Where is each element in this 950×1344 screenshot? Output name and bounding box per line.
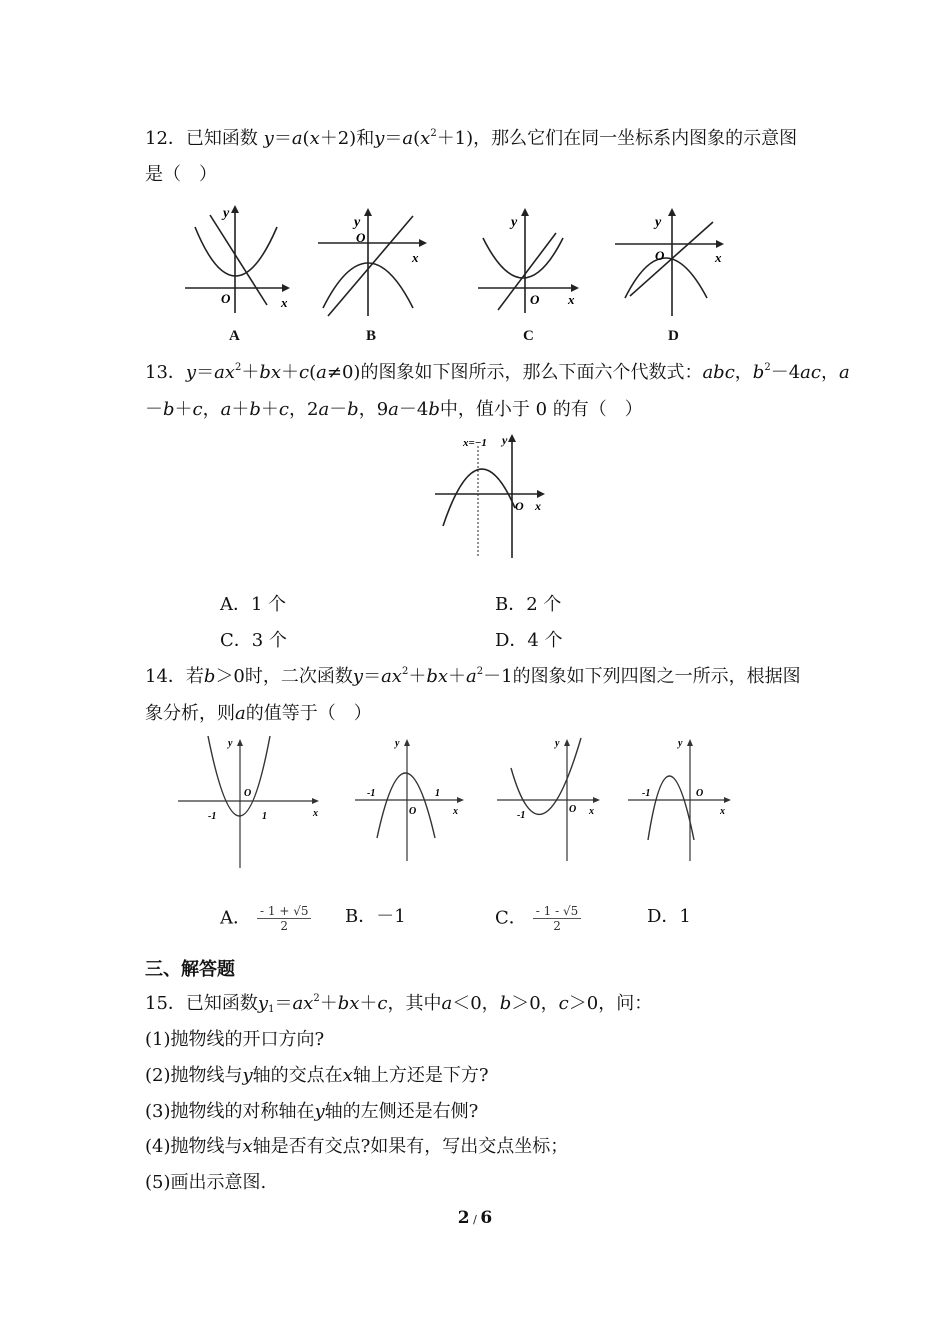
q12-label-d: D	[668, 328, 679, 344]
svg-text:y: y	[223, 206, 230, 221]
svg-text:y: y	[228, 738, 233, 749]
svg-text:O: O	[409, 806, 417, 817]
q14-option-a: A． $\frac{- 1 + √5}{2}$	[220, 904, 311, 933]
svg-text:y: y	[354, 215, 361, 230]
q12-graph-a	[185, 205, 295, 315]
q14-fraction-a: $\frac{- 1 + √5}{2}$	[257, 904, 311, 933]
q12-line2: 是（ ）	[145, 164, 217, 185]
q12-label-b: B	[366, 328, 377, 344]
svg-text:1: 1	[262, 811, 267, 822]
q14-graph-3	[497, 736, 607, 871]
q15-sub2: (2)抛物线与y轴的交点在x轴上方还是下方?	[145, 1065, 489, 1086]
svg-text:x: x	[568, 292, 575, 307]
svg-text:y: y	[555, 738, 560, 749]
svg-text:x: x	[281, 295, 288, 310]
q12-graph-c	[478, 208, 588, 318]
svg-text:x: x	[589, 806, 594, 817]
q13-option-a: A．1 个	[220, 594, 287, 615]
svg-text:1: 1	[435, 788, 440, 799]
q12-graph-d	[615, 208, 725, 318]
q13-option-d: D．4 个	[495, 630, 563, 651]
svg-text:x: x	[535, 499, 541, 513]
q13-line2: －b＋c，a＋b＋c，2a－b，9a－4b中，值小于 0 的有（ ）	[145, 399, 643, 420]
svg-text:O: O	[515, 499, 524, 513]
svg-text:O: O	[696, 788, 704, 799]
q15-sub5: (5)画出示意图.	[145, 1172, 267, 1193]
svg-text:x: x	[720, 806, 725, 817]
q15-sub3: (3)抛物线的对称轴在y轴的左侧还是右侧?	[145, 1101, 479, 1122]
svg-text:y: y	[655, 215, 662, 230]
q14-option-c: C． $\frac{- 1 - √5}{2}$	[495, 904, 581, 933]
svg-text:O: O	[244, 788, 252, 799]
q12-label-a: A	[229, 328, 240, 344]
q13-line1: 13．$y=ax^2+bx+c(a\ne 0)$的图象如下图所示，那么下面六个代数式：abc，$b^2-4ac$，a	[145, 362, 850, 383]
svg-text:-1: -1	[367, 788, 376, 799]
svg-text:x: x	[715, 250, 722, 265]
svg-text:-1: -1	[208, 811, 217, 822]
svg-text:y: y	[502, 433, 508, 447]
svg-text:O: O	[655, 248, 665, 263]
svg-text:x: x	[412, 250, 419, 265]
q14-graph-2	[355, 736, 470, 871]
q13-option-b: B．2 个	[495, 594, 562, 615]
q12-graph-b	[318, 208, 428, 318]
svg-text:y: y	[678, 738, 683, 749]
q14-graph-4	[628, 736, 738, 871]
svg-text:O: O	[530, 292, 540, 307]
q12-line1: 12．已知函数 y＝a(x＋2)和$y=a(x^2+1)$，那么它们在同一坐标系内图象的示意图	[145, 128, 798, 149]
q12-label-c: C	[523, 328, 534, 344]
q14-fraction-c: $\frac{- 1 - √5}{2}$	[533, 904, 581, 933]
section-heading: 三、解答题	[145, 959, 235, 980]
q14-option-b: B．－1	[345, 906, 406, 927]
q14-line2: 象分析，则a的值等于（ ）	[145, 703, 372, 724]
svg-text:x: x	[313, 808, 318, 819]
svg-text:x: x	[453, 806, 458, 817]
q13-graph	[435, 432, 550, 560]
svg-text:y: y	[511, 215, 518, 230]
q13-option-c: C．3 个	[220, 630, 287, 651]
svg-text:y: y	[395, 738, 400, 749]
svg-text:O: O	[356, 230, 366, 245]
svg-text:-1: -1	[517, 810, 526, 821]
q14-graph-1	[178, 736, 323, 871]
svg-text:O: O	[569, 804, 577, 815]
q15-stem: 15．已知函数$y_1=ax^2+bx+c$，其中a＜0，b＞0，c＞0，问：	[145, 993, 653, 1015]
svg-text:-1: -1	[642, 788, 651, 799]
q14-line1: 14．若b＞0时，二次函数$y=ax^2+bx+a^2-1$的图象如下列四图之一所示，根据图	[145, 666, 801, 687]
q14-option-d: D．1	[647, 906, 691, 927]
q15-sub1: (1)抛物线的开口方向?	[145, 1029, 325, 1050]
page-number: 2 / 6	[457, 1208, 493, 1228]
q13-vline-label: x=−1	[463, 437, 487, 449]
svg-text:O: O	[221, 291, 231, 306]
q15-sub4: (4)抛物线与x轴是否有交点?如果有，写出交点坐标；	[145, 1136, 569, 1157]
